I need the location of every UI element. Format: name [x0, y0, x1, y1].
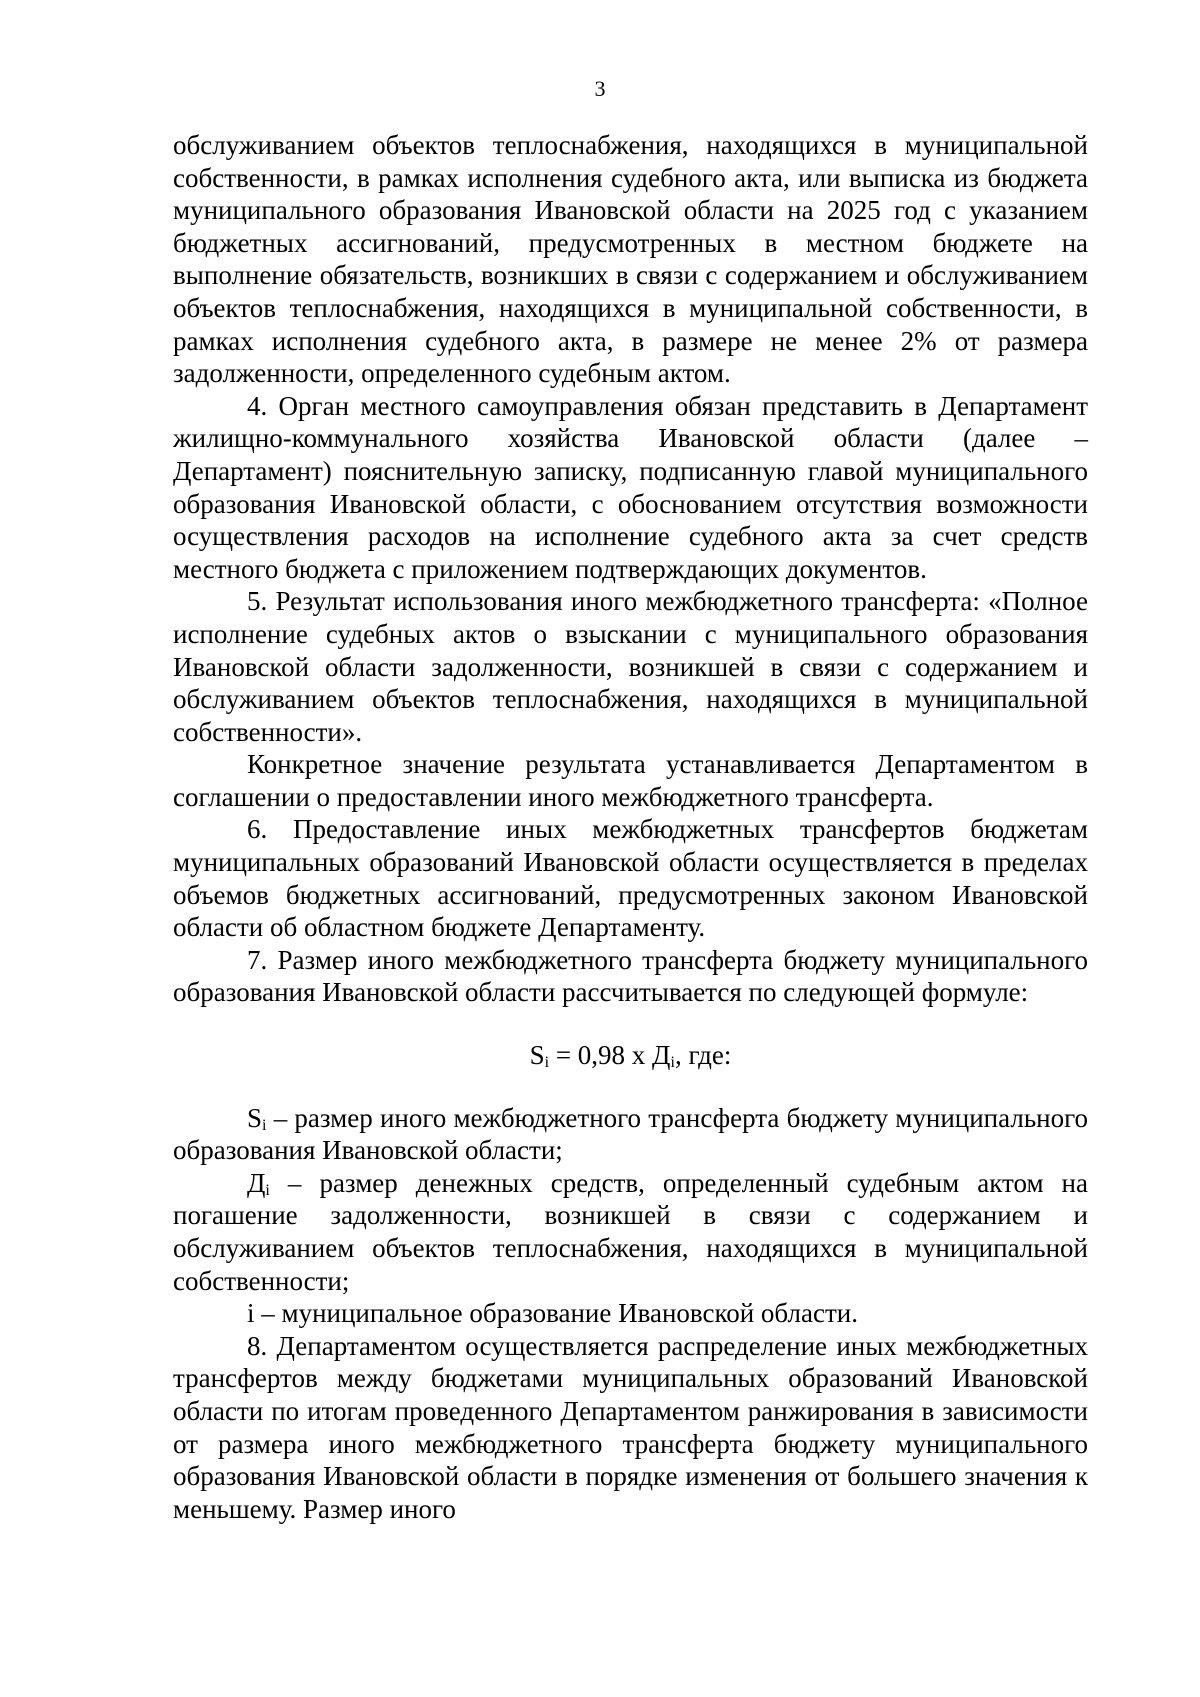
formula-end: , где: [674, 1040, 732, 1071]
formula [173, 1039, 1088, 1072]
definition-s-symbol: S [247, 1102, 263, 1133]
paragraph-5: 5. Результат использования иного межбюджетного трансферта: «Полное исполнение судебных актов о взыскании с муниципального образования Ивановской области задолженности, возникшей в связи с содержанием и обслуживанием объектов теплоснабжения, находящихся в муниципальной собственности». [173, 586, 1088, 747]
paragraph-continuation: обслуживанием объектов теплоснабжения, находящихся в муниципальной собственности, в рамках исполнения судебного акта, или выписка из бюджета муниципального образования Ивановской области на 2025 год с указанием бюджетных ассигнований, предусмотренных в местном бюджете на выполнение обязательств, возникших в связи с содержанием и обслуживанием объектов теплоснабжения, находящихся в муниципальной собственности, в рамках исполнения судебного акта, в размере не менее 2% от размера задолженности, определенного судебным актом. [173, 130, 1088, 389]
definition-s-subscript: i [262, 1116, 267, 1134]
paragraph-7: 7. Размер иного межбюджетного трансферта бюджету муниципального образования Ивановской области рассчитывается по следующей формуле: [173, 944, 1088, 1008]
definition-s [173, 1102, 1088, 1167]
formula-s-subscript: i [544, 1054, 550, 1072]
document-body [173, 129, 1088, 1525]
paragraph-4: 4. Орган местного самоуправления обязан представить в Департамент жилищно-коммунального хозяйства Ивановской области (далее – Департамент) пояснительную записку, подписанную главой муниципального образования Ивановской области, с обоснованием отсутствия возможности осуществления расходов на исполнение судебного акта за счет средств местного бюджета с приложением подтверждающих документов. [173, 390, 1088, 584]
paragraph-8: 8. Департаментом осуществляется распределение иных межбюджетных трансфертов между бюджетами муниципальных образований Ивановской области по итогам проведенного Департаментом ранжирования в зависимости от размера иного межбюджетного трансферта бюджету муниципального образования Ивановской области в порядке изменения от большего значения к меньшему. Размер иного [173, 1330, 1088, 1524]
definition-s-text: – размер иного межбюджетного трансферта бюджету муниципального образования Ивановской области; [173, 1102, 1088, 1166]
definition-d-text: – размер денежных средств, определенный судебным актом на погашение задолженности, возникшей в связи с содержанием и обслуживанием объектов теплоснабжения, находящихся в муниципальной собственности; [173, 1167, 1088, 1296]
formula-middle: = 0,98 x Д [549, 1040, 671, 1071]
definition-d-subscript: i [265, 1181, 270, 1199]
formula-s: S [529, 1040, 545, 1071]
definition-i: i – муниципальное образование Ивановской области. [247, 1298, 858, 1329]
definition-d [173, 1167, 1088, 1297]
paragraph-6: 6. Предоставление иных межбюджетных трансфертов бюджетам муниципальных образований Ивановской области осуществляется в пределах объемов бюджетных ассигнований, предусмотренных законом Ивановской области об областном бюджете Департаменту. [173, 814, 1088, 943]
definition-d-symbol: Д [247, 1167, 266, 1198]
page-number: 3 [594, 76, 606, 101]
paragraph-5-result-value: Конкретное значение результата устанавливается Департаментом в соглашении о предоставлении иного межбюджетного трансферта. [173, 749, 1088, 812]
formula-d-subscript: i [670, 1054, 675, 1072]
